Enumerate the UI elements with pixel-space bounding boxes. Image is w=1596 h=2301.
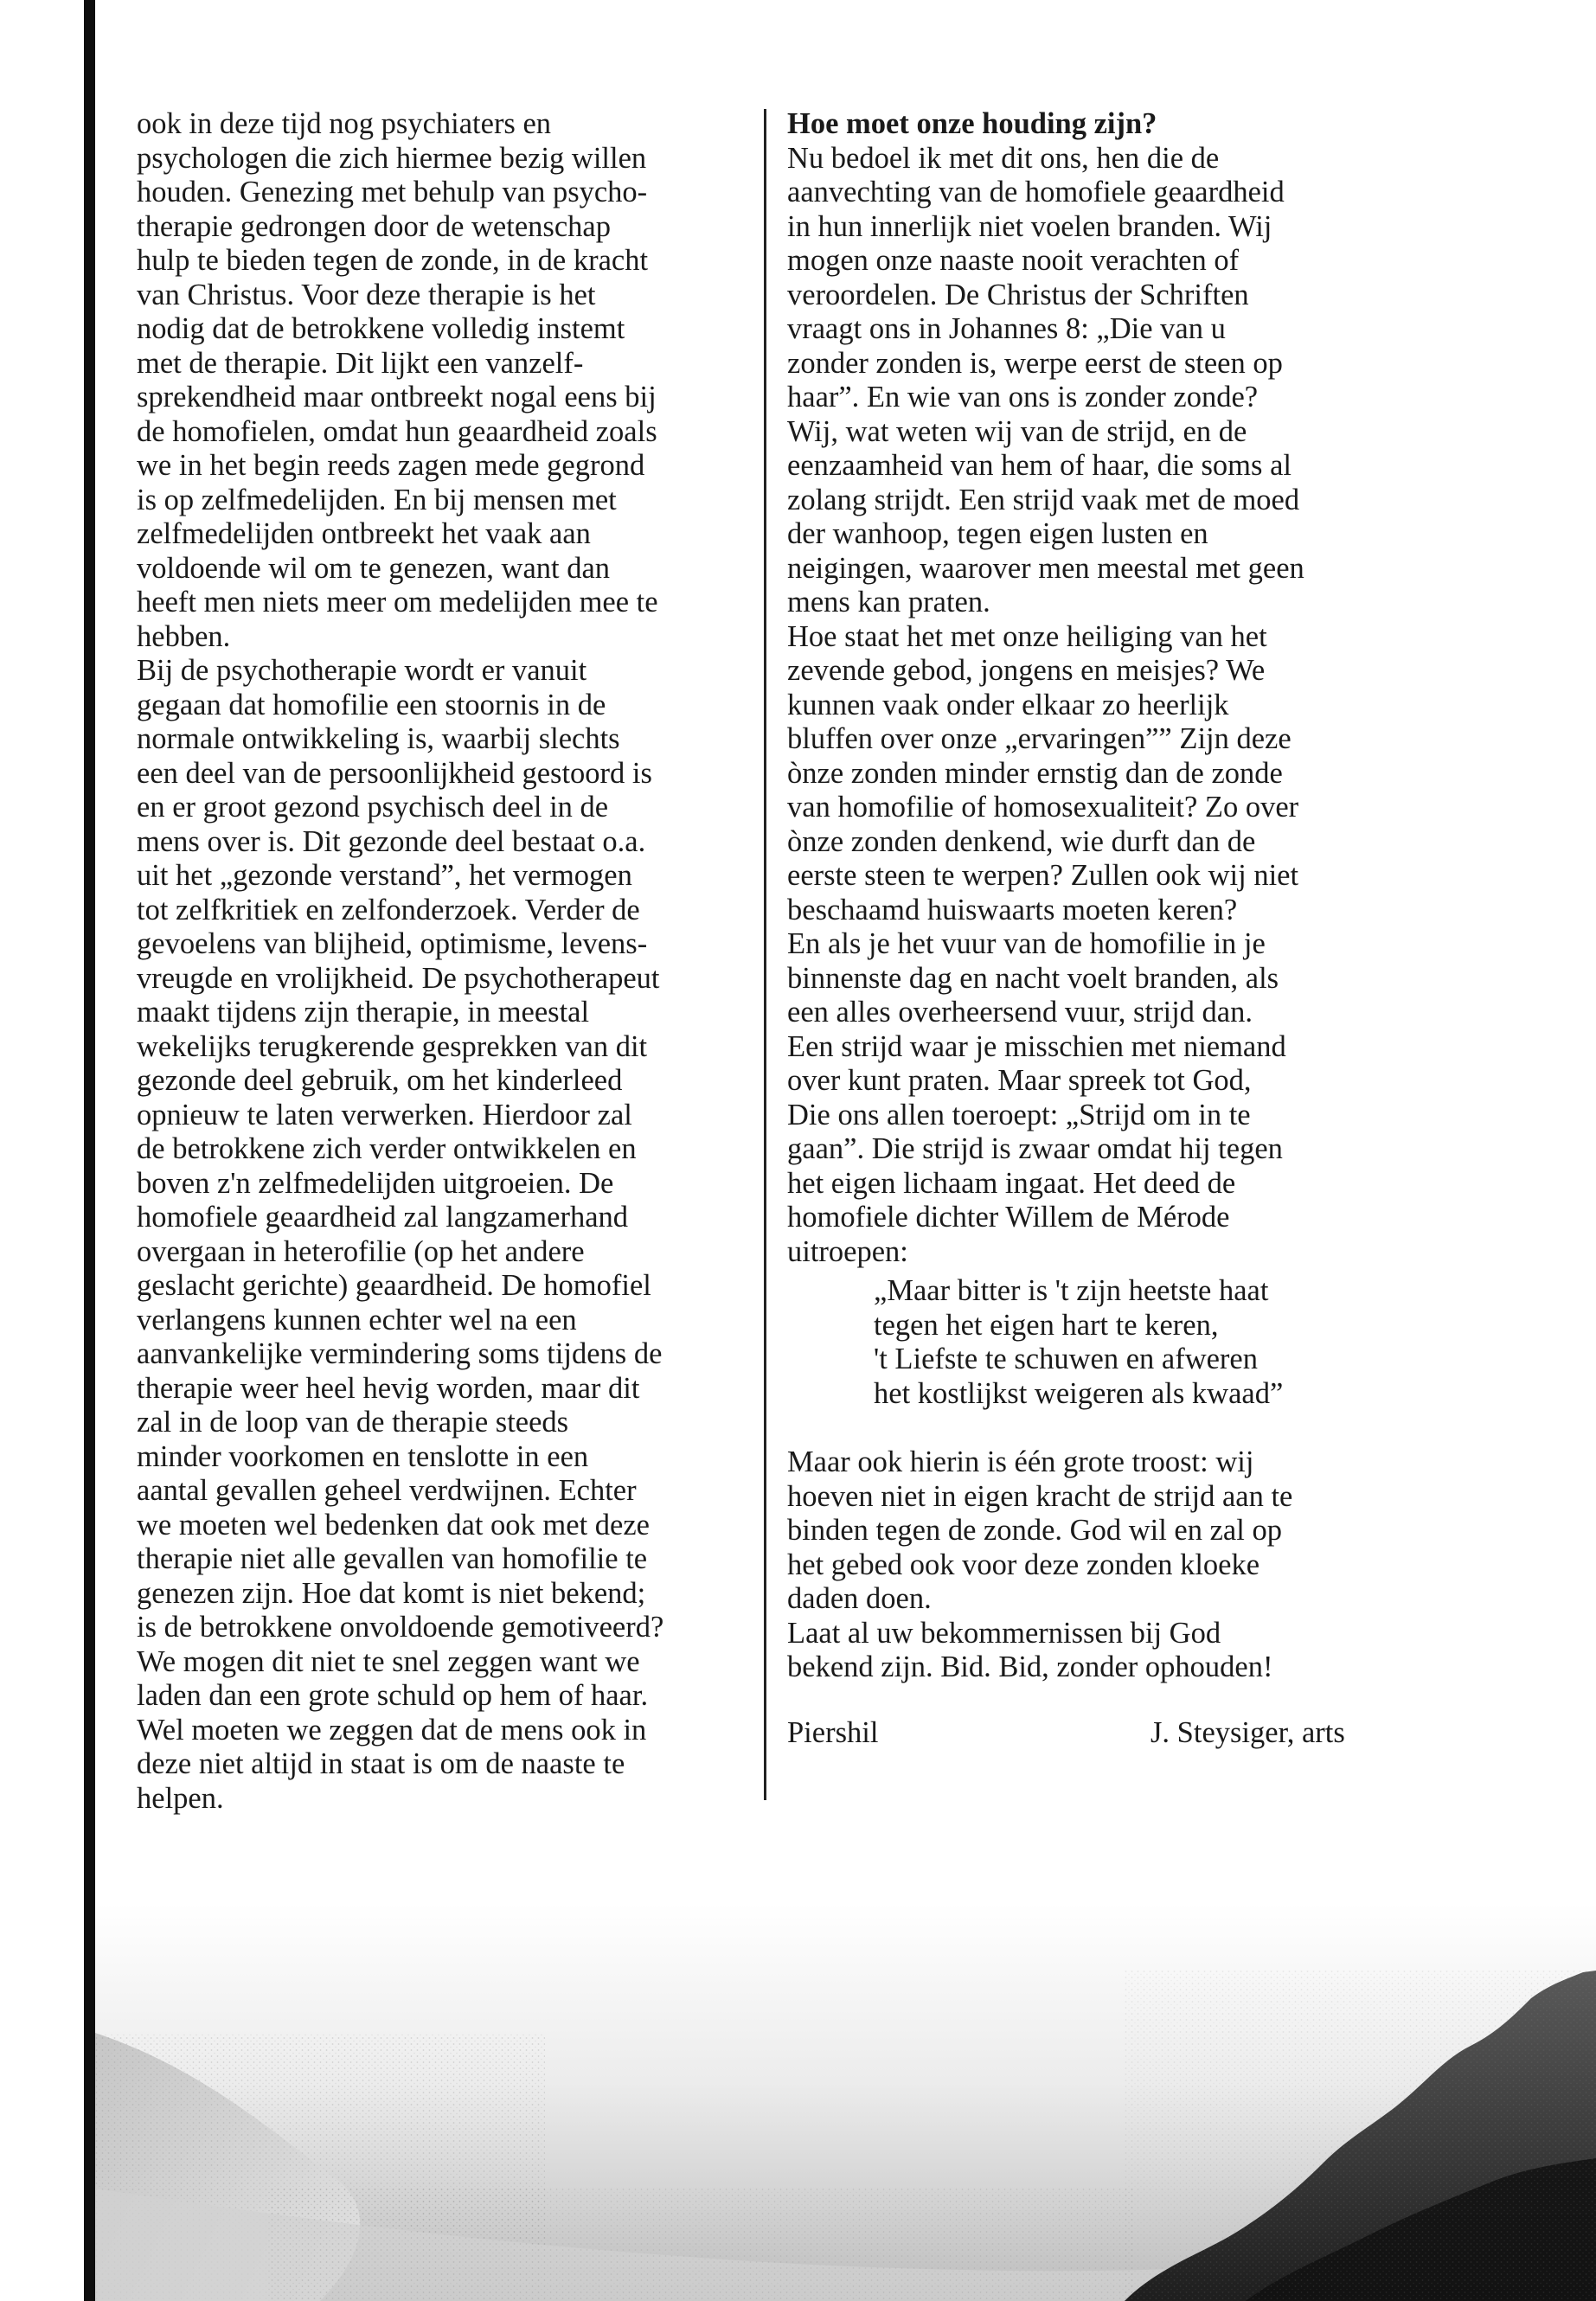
text-line: een alles overheersend vuur, strijd dan.	[787, 996, 1253, 1029]
poem-quote	[874, 1274, 1410, 1411]
signature-author: J. Steysiger, arts	[1151, 1715, 1345, 1749]
text-line: gaan”. Die strijd is zwaar omdat hij tegen	[787, 1132, 1283, 1165]
text-line: normale ontwikkeling is, waarbij slechts	[137, 722, 620, 755]
text-line: Laat al uw bekommernissen bij God	[787, 1616, 1221, 1650]
text-line: is de betrokkene onvoldoende gemotiveerd?	[137, 1611, 664, 1644]
text-line: gezonde deel gebruik, om het kinderleed	[137, 1064, 623, 1097]
text-line: mogen onze naaste nooit verachten of	[787, 244, 1240, 277]
text-line: zal in de loop van de therapie steeds	[137, 1406, 569, 1439]
text-line: eenzaamheid van hem of haar, die soms al	[787, 449, 1292, 482]
text-line: het gebed ook voor deze zonden kloeke	[787, 1548, 1260, 1581]
left-text-column	[137, 107, 760, 1816]
text-line: Wel moeten we zeggen dat de mens ook in	[137, 1713, 647, 1747]
quote-line: 't Liefste te schuwen en afweren	[874, 1343, 1258, 1375]
text-line: is op zelfmedelijden. En bij mensen met	[137, 483, 617, 516]
text-line: heeft men niets meer om medelijden mee te	[137, 586, 658, 619]
text-line: beschaamd huiswaarts moeten keren?	[787, 893, 1238, 926]
text-line: voldoende wil om te genezen, want dan	[137, 551, 611, 585]
text-line: Een strijd waar je misschien met niemand	[787, 1029, 1286, 1063]
quote-line: „Maar bitter is 't zijn heetste haat	[874, 1274, 1269, 1307]
text-line: over kunt praten. Maar spreek tot God,	[787, 1064, 1252, 1097]
text-line: therapie niet alle gevallen van homofilie te	[137, 1542, 648, 1575]
text-line: overgaan in heterofilie (op het andere	[137, 1234, 585, 1268]
text-line: van Christus. Voor deze therapie is het	[137, 278, 596, 311]
text-line: wekelijks terugkerende gesprekken van dit	[137, 1029, 648, 1063]
text-line: opnieuw te laten verwerken. Hierdoor zal	[137, 1098, 632, 1131]
text-line: van homofilie of homosexualiteit? Zo over	[787, 791, 1299, 824]
text-line: Maar ook hierin is één grote troost: wij	[787, 1445, 1254, 1478]
text-line: hulp te bieden tegen de zonde, in de kracht	[137, 244, 649, 277]
signature-line	[787, 1716, 1410, 1751]
text-line: zevende gebod, jongens en meisjes? We	[787, 654, 1266, 687]
right-text-column	[787, 107, 1410, 1751]
text-line: therapie gedrongen door de wetenschap	[137, 209, 611, 243]
text-line: der wanhoop, tegen eigen lusten en	[787, 517, 1208, 550]
text-line: een deel van de persoonlijkheid gestoord is	[137, 756, 652, 790]
text-line: houden. Genezing met behulp van psycho-	[137, 176, 648, 208]
text-line: we in het begin reeds zagen mede gegrond	[137, 449, 645, 482]
text-line: minder voorkomen en tenslotte in een	[137, 1439, 589, 1473]
text-line: homofiele geaardheid zal langzamerhand	[137, 1201, 629, 1234]
text-line: bekend zijn. Bid. Bid, zonder ophouden!	[787, 1650, 1273, 1683]
text-line: ook in deze tijd nog psychiaters en	[137, 107, 552, 140]
text-line: binden tegen de zonde. God wil en zal op	[787, 1514, 1282, 1547]
text-line: vraagt ons in Johannes 8: „Die van u	[787, 312, 1226, 345]
text-line: homofiele dichter Willem de Mérode	[787, 1201, 1230, 1234]
text-line: de betrokkene zich verder ontwikkelen en	[137, 1132, 637, 1165]
text-line: verlangens kunnen echter wel na een	[137, 1303, 577, 1336]
text-line: met de therapie. Dit lijkt een vanzelf-	[137, 346, 584, 380]
text-line: zonder zonden is, werpe eerst de steen op	[787, 346, 1283, 380]
text-line: maakt tijdens zijn therapie, in meestal	[137, 996, 590, 1029]
text-line: Wij, wat weten wij van de strijd, en de	[787, 414, 1247, 448]
quote-line: het kostlijkst weigeren als kwaad”	[874, 1376, 1284, 1410]
text-line: Nu bedoel ik met dit ons, hen die de	[787, 141, 1220, 175]
text-line: boven z'n zelfmedelijden uitgroeien. De	[137, 1166, 614, 1200]
text-line: zolang strijdt. Een strijd vaak met de moed	[787, 483, 1300, 516]
text-line: tot zelfkritiek en zelfonderzoek. Verder de	[137, 893, 640, 926]
text-line: uit het „gezonde verstand”, het vermogen	[137, 859, 632, 892]
text-line: nodig dat de betrokkene volledig instemt	[137, 312, 625, 345]
text-line: we moeten wel bedenken dat ook met deze	[137, 1508, 650, 1541]
text-line: gevoelens van blijheid, optimisme, levens-	[137, 927, 648, 960]
text-line: bluffen over onze „ervaringen”” Zijn deze	[787, 722, 1292, 755]
text-line: Hoe staat het met onze heiliging van het	[787, 619, 1267, 653]
text-line: de homofielen, omdat hun geaardheid zoals	[137, 414, 657, 448]
text-line: We mogen dit niet te snel zeggen want we	[137, 1644, 640, 1678]
text-line: daden doen.	[787, 1582, 932, 1615]
text-line: binnenste dag en nacht voelt branden, als	[787, 961, 1279, 995]
text-line: vreugde en vrolijkheid. De psychotherapeut	[137, 961, 660, 995]
landscape-photo	[95, 1903, 1596, 2301]
text-line: Bij de psychotherapie wordt er vanuit	[137, 654, 587, 687]
text-line: genezen zijn. Hoe dat komt is niet bekend;	[137, 1576, 646, 1610]
column-divider	[764, 109, 766, 1800]
text-line: aantal gevallen geheel verdwijnen. Echter	[137, 1474, 637, 1507]
text-line: ònze zonden minder ernstig dan de zonde	[787, 756, 1283, 790]
text-line: hoeven niet in eigen kracht de strijd aan te	[787, 1479, 1293, 1513]
text-line: helpen.	[137, 1781, 224, 1815]
text-line: mens kan praten.	[787, 586, 990, 619]
paragraph-gap	[787, 1411, 1410, 1445]
section-heading: Hoe moet onze houding zijn?	[787, 107, 1157, 140]
text-line: laden dan een grote schuld op hem of haar.	[137, 1679, 649, 1712]
text-line: en er groot gezond psychisch deel in de	[137, 791, 609, 824]
text-line: psychologen die zich hiermee bezig willen	[137, 141, 647, 175]
text-line: aanvankelijke vermindering soms tijdens de	[137, 1337, 663, 1370]
quote-line: tegen het eigen hart te keren,	[874, 1308, 1219, 1342]
text-line: deze niet altijd in staat is om de naaste te	[137, 1747, 625, 1780]
text-line: hebben.	[137, 619, 231, 653]
text-line: het eigen lichaam ingaat. Het deed de	[787, 1166, 1236, 1200]
text-line: haar”. En wie van ons is zonder zonde?	[787, 381, 1259, 413]
text-line: neigingen, waarover men meestal met geen	[787, 551, 1304, 585]
text-line: ònze zonden denkend, wie durft dan de	[787, 824, 1256, 858]
text-line: therapie weer heel hevig worden, maar dit	[137, 1371, 640, 1405]
text-line: Die ons allen toeroept: „Strijd om in te	[787, 1098, 1251, 1131]
text-line: gegaan dat homofilie een stoornis in de	[137, 688, 606, 721]
text-line: zelfmedelijden ontbreekt het vaak aan	[137, 517, 591, 550]
text-line: aanvechting van de homofiele geaardheid	[787, 176, 1285, 208]
text-line: mens over is. Dit gezonde deel bestaat o.a.	[137, 824, 646, 858]
signature-place: Piershil	[787, 1715, 879, 1749]
text-line: eerste steen te werpen? Zullen ook wij niet	[787, 859, 1299, 892]
text-line: En als je het vuur van de homofilie in je	[787, 927, 1266, 960]
text-line: kunnen vaak onder elkaar zo heerlijk	[787, 688, 1229, 721]
text-line: geslacht gerichte) geaardheid. De homofiel	[137, 1269, 651, 1302]
page-spine-shadow	[84, 0, 95, 2301]
text-line: in hun innerlijk niet voelen branden. Wij	[787, 209, 1272, 243]
text-line: veroordelen. De Christus der Schriften	[787, 278, 1249, 311]
text-line: sprekendheid maar ontbreekt nogal eens bij	[137, 381, 657, 413]
text-line: uitroepen:	[787, 1234, 908, 1268]
